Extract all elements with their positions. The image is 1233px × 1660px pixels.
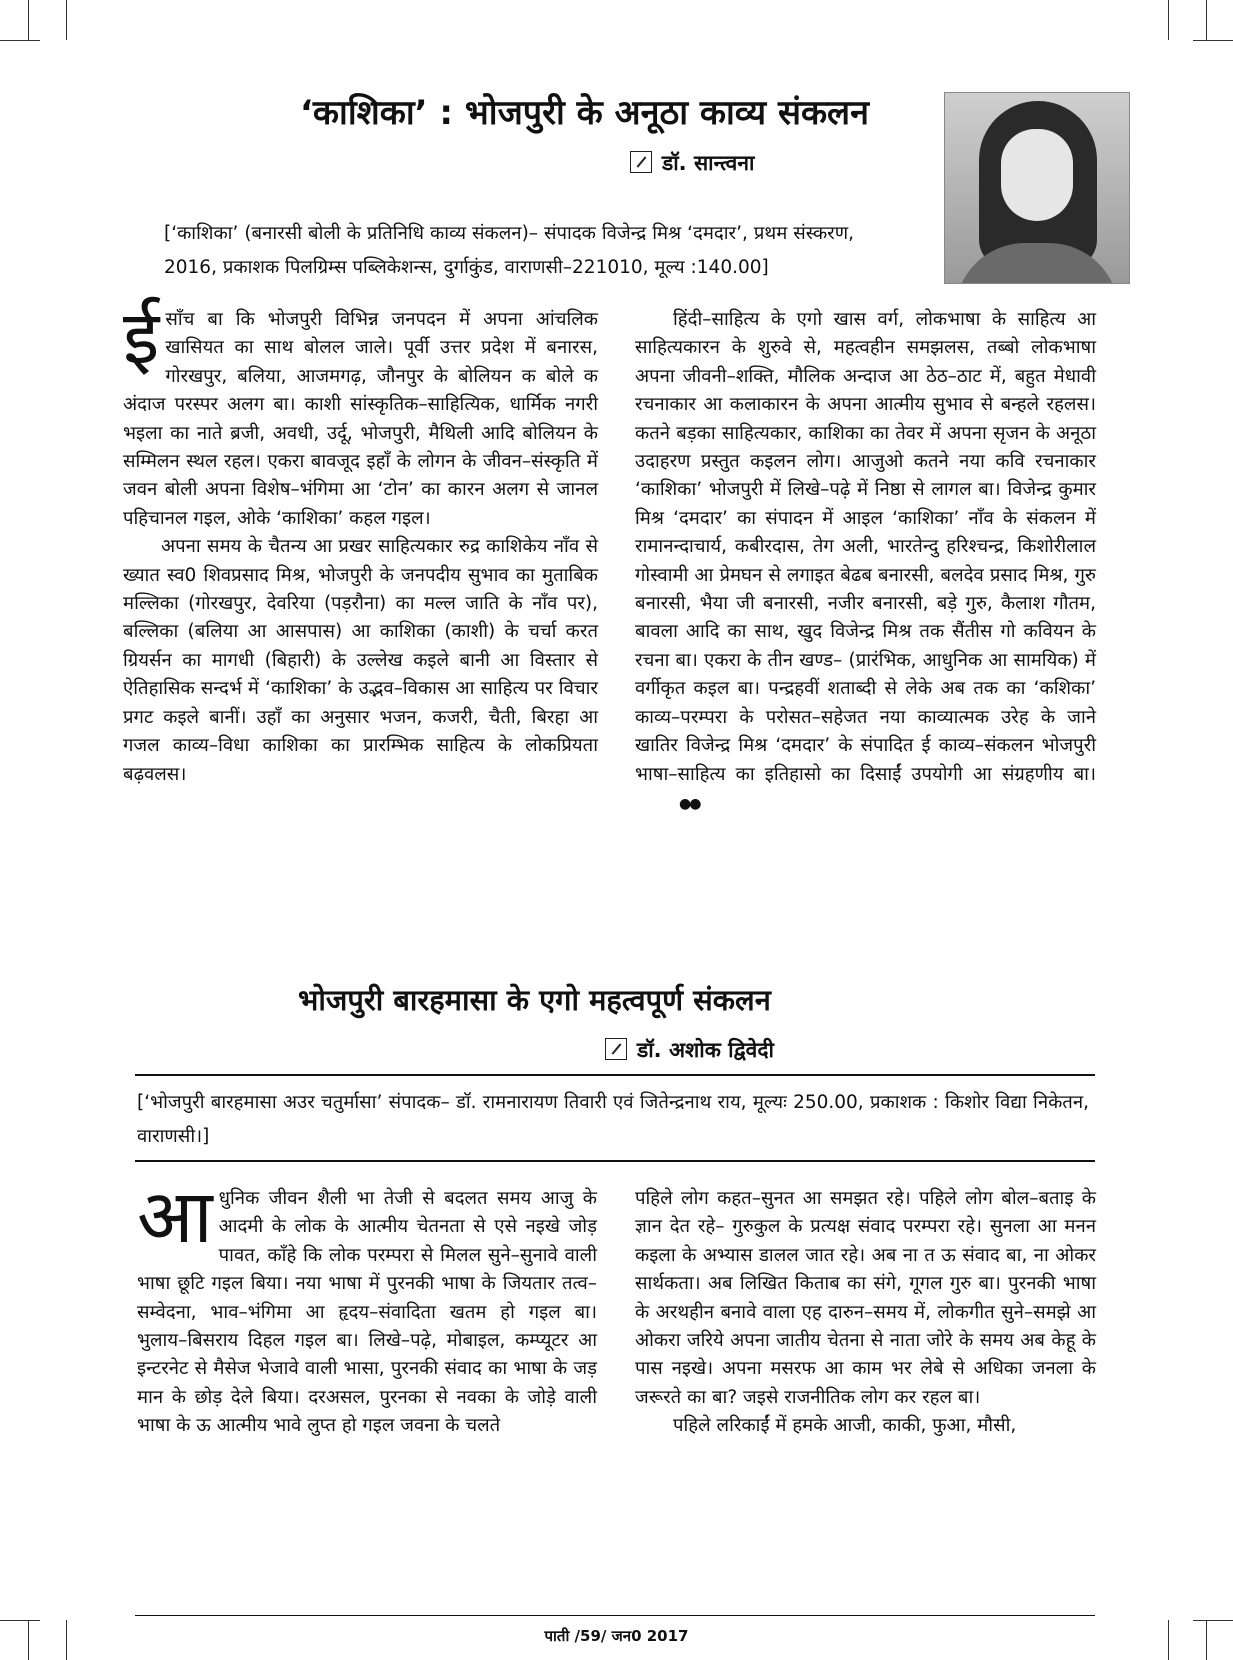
article2-paragraph: पहिले लोग कहत–सुनत आ समझत रहे। पहिले लोग बोल–बताइ के ज्ञान देत रहे– गुरुकुल के प्रत्यक्ष संवाद परम्परा रहे। सुनला आ मनन कइला के अभ्यास डालल जात रहे। अब ना त ऊ संवाद बा, ना ओकर सार्थकता। अब लिखित किताब का संगे, गूगल गुरु बा। पुरनकी भाषा के अरथहीन बनावे वाला एह दारुन–समय में, लोकगीत सुने–समझे आ ओकरा जरिये अपना जातीय चेतना से नाता जोरे के समय अब केहू के पास नइखे। अपना मसरफ आ काम भर लेबे से अधिका जनला के जरूरते का बा? जइसे राजनीतिक लोग कर रहल बा। (635, 1188, 1096, 1408)
article2-author: डॉ. अशोक द्विवेदी (637, 1038, 774, 1062)
article2-paragraph: आधुनिक जीवन शैली भा तेजी से बदलत समय आजु के आदमी के लोक के आत्मीय चेतनता से एसे नइखे जोड़ पावत, काँहे कि लोक परम्परा से मिलल सुने–सुनावे वाली भाषा छूटि गइल बिया। नया भाषा में पुरनकी भाषा के जियतार तत्व– सम्वेदना, भाव–भंगिमा आ हृदय–संवादिता खतम हो गइल बा। भुलाय–बिसराय दिहल गइल बा। लिखे–पढ़े, मोबाइल, कम्प्यूटर आ इन्टरनेट से मैसेज भेजावे वाली भासा, पुरनकी संवाद का भाषा के जड़ मान के छोड़ देले बिया। दरअसल, पुरनका से नवका के जोड़े वाली भाषा के ऊ आत्मीय भावे लुप्त हो गइल जवना के चलते (137, 1174, 597, 1437)
author-photo (944, 92, 1130, 284)
article2-title: भोजपुरी बारहमासा के एगो महत्वपूर्ण संकलन (298, 983, 771, 1017)
article1-byline (630, 149, 754, 177)
article2-reference: [‘भोजपुरी बारहमासा अउर चतुर्मासा’ संपादक– डॉ. रामनारायण तिवारी एवं जितेन्द्रनाथ राय, मूल्यः 250.00, प्रकाशक : किशोर विद्या निकेतन, वाराणसी।] (137, 1092, 1089, 1147)
article1-paragraph: ईसाँच बा कि भोजपुरी विभिन्न जनपदन में अपना आंचलिक खासियत का साथ बोलल जाले। पूर्वी उत्तर प्रदेश में बनारस, गोरखपुर, बलिया, आजमगढ़, जौनपुर के बोलियन क बोले क अंदाज परस्पर अलग बा। काशी सांस्कृतिक–साहित्यिक, धार्मिक नगरी भइला का नाते ब्रजी, अवधी, उर्दू, भोजपुरी, मैथिली आदि बोलियन के सम्मिलन स्थल रहल। एकरा बावजूद इहाँ के लोगन के जीवन–संस्कृति में जवन बोली अपना विशेष–भंगिमा आ ‘टोन’ का कारन अलग से जानल पहिचानल गइल, ओके ‘काशिका’ कहल गइल। (123, 295, 598, 529)
crop-mark (1193, 40, 1233, 41)
pen-icon (605, 1038, 627, 1060)
article1-dropcap: ई (123, 295, 160, 381)
photo-face (1001, 129, 1073, 221)
article2-byline (605, 1036, 774, 1064)
page-footer: पाती /59/ जन0 2017 (544, 1627, 689, 1645)
article1-paragraph: हिंदी–साहित्य के एगो खास वर्ग, लोकभाषा के साहित्य आ साहित्यकारन के शुरुवे से, महत्वहीन समझलस, तब्बो लोकभाषा अपना जीवनी–शक्ति, मौलिक अन्दाज आ ठेठ–ठाट में, बहुत मेधावी रचनाकार आ कलाकारन के अपना आत्मीय सुभाव से बन्हले रहलस। कतने बड़का साहित्यकार, काशिका का तेवर में अपना सृजन के अनूठा उदाहरण प्रस्तुत कइलन लोग। आजुओ कतने नया कवि रचनाकार ‘काशिका’ भोजपुरी में लिखे–पढ़े में निष्ठा से लागल बा। विजेन्द्र कुमार मिश्र ‘दमदार’ का संपादन में आइल ‘काशिका’ नाँव के संकलन में रामानन्दाचार्य, कबीरदास, तेग अली, भारतेन्दु हरिश्चन्द्र, किशोरीलाल गोस्वामी आ प्रेमघन से लगाइत बेढब बनारसी, बलदेव प्रसाद मिश्र, गुरु बनारसी, भैया जी बनारसी, नजीर बनारसी, बड़े गुरु, कैलाश गौतम, बावला आदि का साथ, खुद विजेन्द्र मिश्र तक सैंतीस गो कवियन के रचना बा। एकरा के तीन खण्ड– (प्रारंभिक, आधुनिक आ सामयिक) में वर्गीकृत कइल बा। पन्द्रहवीं शताब्दी से लेके अब तक का ‘कशिका’ काव्य–परम्परा के परोसत–सहेजत नया काव्यात्मक उरेह के जाने खातिर विजेन्द्र मिश्र ‘दमदार’ के संपादित ई काव्य–संकलन भोजपुरी भाषा–साहित्य का इतिहासो का दिसाईं उपयोगी आ संग्रहणीय बा।●● (635, 306, 1096, 818)
crop-mark (0, 1620, 40, 1621)
article2-dropcap: आ (137, 1174, 213, 1260)
pen-icon (630, 151, 652, 173)
crop-mark (66, 0, 67, 40)
article1-author: डॉ. सान्त्वना (662, 151, 755, 175)
end-mark: ●● (679, 795, 700, 812)
article2-column-right (635, 1185, 1096, 1441)
divider (135, 1074, 1095, 1076)
footer-rule (135, 1615, 1095, 1616)
crop-mark (1193, 1620, 1233, 1621)
divider (135, 1160, 1095, 1162)
article2-column-left (137, 1174, 597, 1441)
crop-mark (1206, 0, 1207, 40)
article1-column-right (635, 306, 1096, 818)
article1-column-left (123, 295, 598, 789)
article1-title: ‘काशिका’ : भोजपुरी के अनूठा काव्य संकलन (300, 93, 869, 133)
article2-paragraph: पहिले लरिकाईं में हमके आजी, काकी, फुआ, मौसी, (673, 1415, 1017, 1437)
article1-reference: [‘काशिका’ (बनारसी बोली के प्रतिनिधि काव्य संकलन)– संपादक विजेन्द्र मिश्र ‘दमदार’, प्रथम संस्करण, 2016, प्रकाशक पिलग्रिम्स पब्लिकेशन्स, दुर्गाकुंड, वाराणसी–221010, मूल्य :140.00] (164, 223, 854, 278)
article1-paragraph: अपना समय के चैतन्य आ प्रखर साहित्यकार रुद्र काशिकेय नाँव से ख्यात स्व0 शिवप्रसाद मिश्र, भोजपुरी के जनपदीय सुभाव का मुताबिक मल्लिका (गोरखपुर, देवरिया (पड़रौना) का मल्ल जाति के नाँव पर), बल्लिका (बलिया आ आसपास) आ काशिका (काशी) के चर्चा करत ग्रियर्सन का मागधी (बिहारी) के उल्लेख कइले बानी आ विस्तार से ऐतिहासिक सन्दर्भ में ‘काशिका’ के उद्भव–विकास आ साहित्य पर विचार प्रगट कइले बानीं। उहाँ का अनुसार भजन, कजरी, चैती, बिरहा आ गजल काव्य–विधा काशिका का प्रारम्भिक साहित्य के लोकप्रियता बढ़वलस। (123, 536, 598, 785)
crop-mark (1168, 0, 1169, 40)
crop-mark (28, 0, 29, 40)
crop-mark (0, 40, 40, 41)
